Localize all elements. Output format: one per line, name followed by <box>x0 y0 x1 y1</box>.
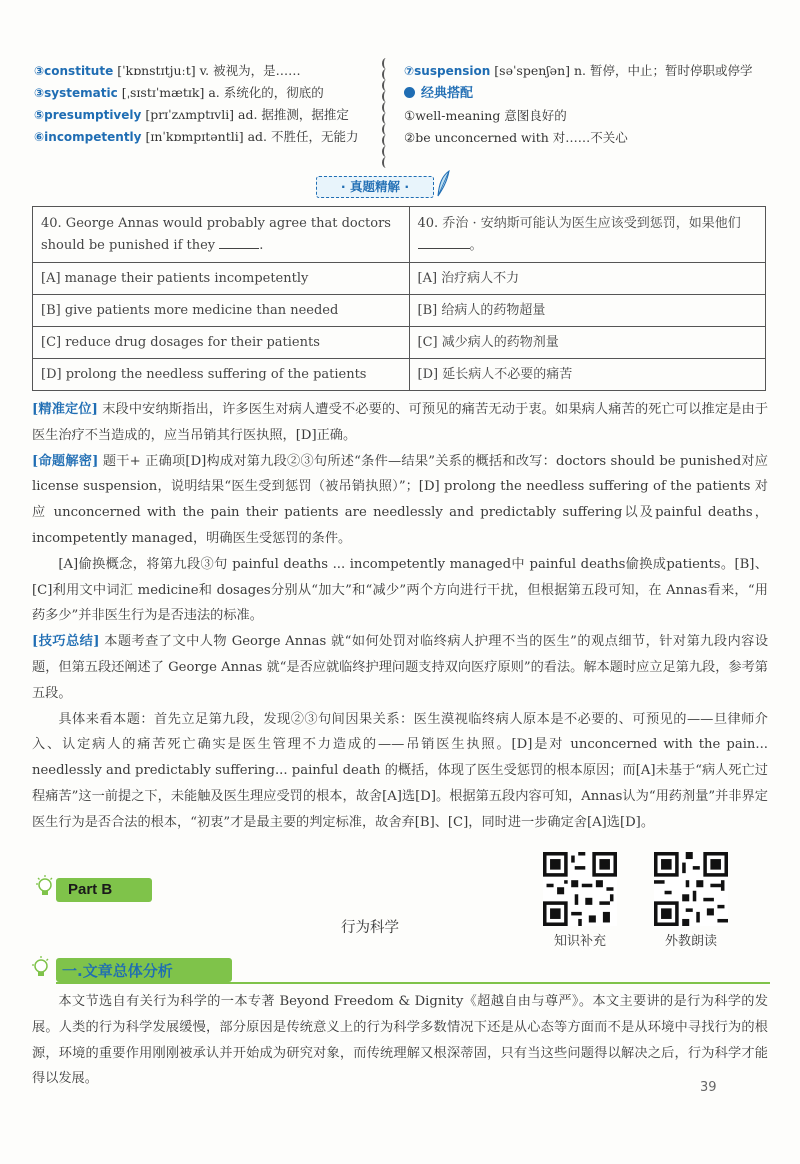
vocab-item <box>34 82 374 104</box>
question-en <box>33 207 410 263</box>
section-heading <box>30 955 770 983</box>
page-number: 39 <box>700 1080 717 1095</box>
question-table <box>32 206 766 391</box>
feather-icon <box>436 170 452 198</box>
analysis-text: 末段中安纳斯指出，许多医生对病人遭受不必要的、可预见的痛苦无动于衷。如果病人痛苦的死亡可以推定是由于医生治疗不当造成的，应当吊销其行医执照，[D]正确。 <box>32 402 769 443</box>
lightbulb-icon <box>34 874 56 900</box>
section-heading-text: 一.文章总体分析 <box>62 962 173 980</box>
table-row <box>33 327 766 359</box>
lightbulb-icon <box>30 955 52 981</box>
vocab-word: ③systematic <box>34 86 118 100</box>
option-en: [A] manage their patients incompetently <box>33 263 410 295</box>
vocab-item <box>404 60 784 82</box>
qr-code-knowledge[interactable] <box>543 852 617 926</box>
analysis-tag: [命题解密] <box>32 453 99 469</box>
table-row <box>33 359 766 391</box>
analysis-text: 题干+ 正确项[D]构成对第九段②③句所述“条件—结果”关系的概括和改写：doctors should be punished对应license suspension，说明结果“医生受到惩罚（被吊销执照）”；[D] prolong the needless suffering of the patients 对应 unconcerned with the pain their patients are needlessly and predictably suffering以及painful deaths，incompetently managed，明确医生受惩罚的条件。 <box>32 453 768 546</box>
table-row <box>33 263 766 295</box>
option-zh: [A] 治疗病人不力 <box>409 263 765 295</box>
section-banner <box>316 176 452 198</box>
part-b-label: Part B <box>56 878 152 902</box>
analysis-body <box>32 397 768 836</box>
vocab-item <box>34 60 374 82</box>
vocab-word: ⑤presumptively <box>34 108 142 122</box>
qr-code-reading[interactable] <box>654 852 728 926</box>
analysis-tag: [精准定位] <box>32 402 98 417</box>
qr-caption-knowledge: 知识补充 <box>553 934 606 949</box>
question-zh-end: 。 <box>469 237 483 253</box>
spiral-divider <box>380 58 392 170</box>
analysis-tag: [技巧总结] <box>32 634 100 650</box>
option-zh: [D] 延长病人不必要的痛苦 <box>409 359 765 391</box>
question-en-end: . <box>259 237 264 253</box>
collocation-item: ①well-meaning 意图良好的 <box>404 108 567 123</box>
qr-caption-reading: 外教朗读 <box>664 934 717 949</box>
passage-title: 行为科学 <box>341 920 399 936</box>
option-en: [B] give patients more medicine than needed <box>33 295 410 327</box>
option-zh: [B] 给病人的药物超量 <box>409 295 765 327</box>
vocab-word: ⑦suspension <box>404 64 491 78</box>
collocation-header <box>404 82 784 105</box>
question-zh <box>409 207 765 263</box>
option-en: [C] reduce drug dosages for their patients <box>33 327 410 359</box>
analysis-paragraph <box>32 629 768 706</box>
collocation-title: 经典搭配 <box>421 86 474 101</box>
vocab-definition: [ˌsɪstɪˈmætɪk] a. 系统化的，彻底的 <box>117 85 324 100</box>
section-underline <box>56 982 770 984</box>
overview-paragraph: 本文节选自有关行为科学的一本专著 Beyond Freedom & Dignity《超越自由与尊严》。本文主要讲的是行为科学的发展。人类的行为科学发展缓慢，部分原因是传统意义上的行为科学多数情况下还是从心态等方面而不是从环境中寻找行为的根源，环境的重要作用刚刚被承认并开始成为研究对象，而传统理解又根深蒂固，只有当这些问题得以解决之后，行为科学才能得以发展。 <box>32 994 768 1087</box>
bullet-icon <box>404 87 415 98</box>
vocab-word: ⑥incompetently <box>34 130 142 144</box>
vocab-definition: [səˈspenʃən] n. 暂停，中止；暂时停职或停学 <box>490 63 753 78</box>
vocab-definition: [prɪˈzʌmptɪvli] ad. 据推测，据推定 <box>141 107 349 122</box>
option-zh: [C] 减少病人的药物剂量 <box>409 327 765 359</box>
analysis-paragraph: [A]偷换概念，将第九段③句 painful deaths ... incompetently managed中 painful deaths偷换成patients。[B]、[C]利用文中词汇 medicine和 dosages分别从“加大”和“减少”两个方向进行干扰，但根据第五段可知，在 Annas看来，“用药多少”并非医生行为是否违法的标准。 <box>32 556 768 624</box>
vocab-item <box>34 104 374 126</box>
vocab-word: ③constitute <box>34 64 114 78</box>
analysis-paragraph: 具体来看本题：首先立足第九段，发现②③句间因果关系：医生漠视临终病人原本是不必要的、可预见的——旦律师介入、认定病人的痛苦死亡确实是医生管理不力造成的——吊销医生执照。[D]是对 unconcerned with the pain... needlessly and predictably suffering... painful death 的概括，体现了医生受惩罚的根本原因；而[A]未基于“病人死亡过程痛苦”这一前提之下，未能触及医生理应受罚的根本，故舍[A]选[D]。根据第五段内容可知，Annas认为“用药剂量”并非界定医生行为是否合法的根本，“初衷”才是最主要的判定标准，故舍弃[B]、[C]，同时进一步确定舍[A]选[D]。 <box>32 711 768 830</box>
answer-blank <box>418 237 470 249</box>
vocab-list-right <box>404 60 784 149</box>
analysis-paragraph <box>32 397 768 449</box>
collocation-item: ②be unconcerned with 对……不关心 <box>404 130 628 145</box>
question-zh-text: 40. 乔治 · 安纳斯可能认为医生应该受到惩罚，如果他们 <box>417 215 741 231</box>
vocab-list-left <box>34 60 374 148</box>
vocab-item <box>34 126 374 148</box>
table-row <box>33 295 766 327</box>
answer-blank <box>219 237 259 249</box>
analysis-paragraph <box>32 449 768 552</box>
question-en-text: 40. George Annas would probably agree that doctors should be punished if they <box>41 215 391 253</box>
vocab-definition: [ˈkɒnstɪtjuːt] v. 被视为，是…… <box>113 63 301 78</box>
analysis-text: 本题考查了文中人物 George Annas 就“如何处罚对临终病人护理不当的医生”的观点细节，针对第九段内容设题，但第五段还阐述了 George Annas 就“是否应就临终护理问题支持双向医疗原则”的看法。解本题时应立足第九段，参考第五段。 <box>32 634 769 701</box>
table-row <box>33 207 766 263</box>
vocab-definition: [ɪnˈkɒmpɪtəntli] ad. 不胜任，无能力 <box>141 129 359 144</box>
section-banner-label: · 真题精解 · <box>316 176 434 198</box>
option-en: [D] prolong the needless suffering of the patients <box>33 359 410 391</box>
